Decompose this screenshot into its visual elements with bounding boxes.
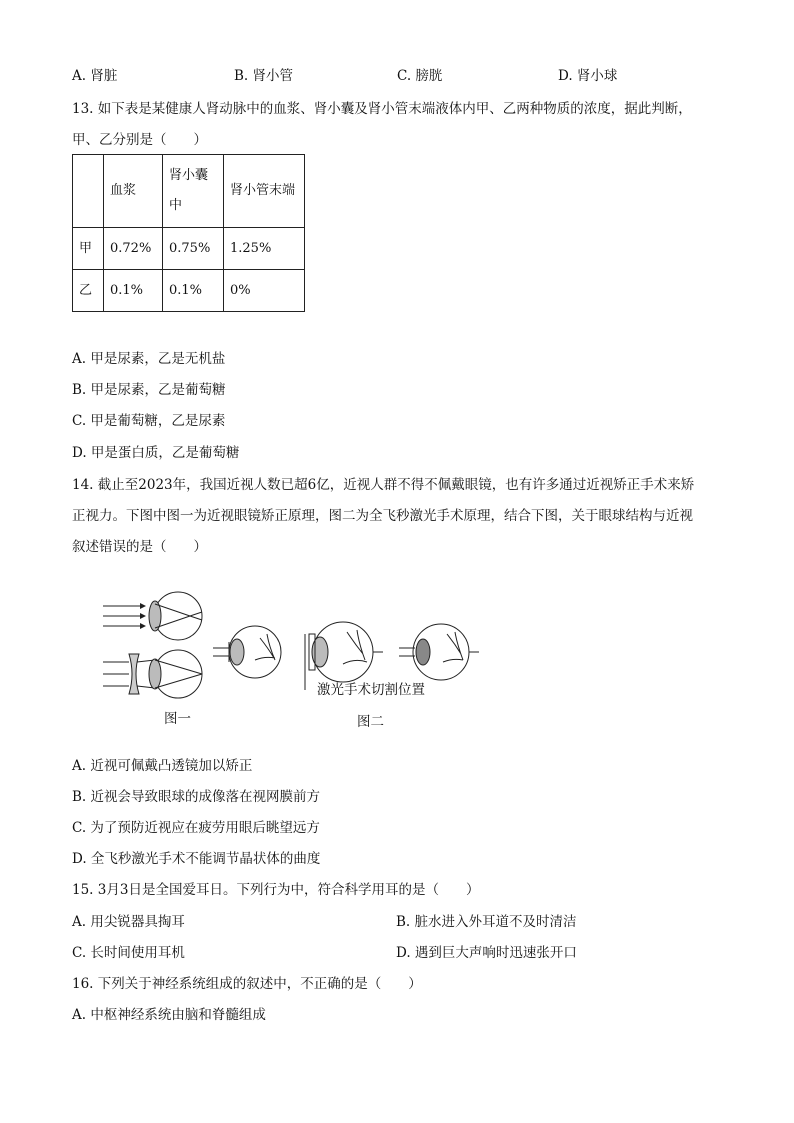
table-header-row [73,155,305,228]
table-row [73,270,305,312]
q15-stem: 15. 3月3日是全国爱耳日。下列行为中，符合科学用耳的是（ ） [72,882,480,898]
table-header-cell [73,155,104,228]
q12-option-c: C. 膀胱 [397,68,443,84]
table-cell: 0.72% [104,228,163,270]
laser-surgery-eye-1 [213,626,281,678]
q13-option-d: D. 甲是蛋白质，乙是葡萄糖 [72,445,240,461]
q14-option-c: C. 为了预防近视应在疲劳用眼后眺望远方 [72,820,320,836]
corrected-eye-illustration [103,650,202,698]
q16-stem: 16. 下列关于神经系统组成的叙述中，不正确的是（ ） [72,976,422,992]
laser-cut-position-label: 激光手术切割位置 [317,682,425,698]
q14-stem-line2: 正视力。下图中图一为近视眼镜矫正原理，图二为全飞秒激光手术原理，结合下图，关于眼球结构与近视 [72,508,693,524]
q14-stem-line3: 叙述错误的是（ ） [72,539,207,555]
table-header-cell: 肾小囊中 [163,155,224,228]
figure-one-label: 图一 [164,711,191,727]
table-header-cell: 肾小管末端 [224,155,305,228]
q14-option-d: D. 全飞秒激光手术不能调节晶状体的曲度 [72,851,321,867]
q15-option-b: B. 脏水进入外耳道不及时清洁 [396,914,577,930]
table-cell: 0.1% [163,270,224,312]
q15-option-d: D. 遇到巨大声响时迅速张开口 [396,945,577,961]
table-cell: 甲 [73,228,104,270]
eye-diagram-figure [95,590,495,730]
table-cell: 乙 [73,270,104,312]
table-cell: 1.25% [224,228,305,270]
laser-surgery-eye-3 [399,624,479,680]
q12-option-a: A. 肾脏 [72,68,118,84]
q13-stem-line2: 甲、乙分别是（ ） [72,132,207,148]
q14-option-a: A. 近视可佩戴凸透镜加以矫正 [72,758,253,774]
q13-option-a: A. 甲是尿素，乙是无机盐 [72,351,226,367]
q13-stem-line1: 13. 如下表是某健康人肾动脉中的血浆、肾小囊及肾小管末端液体内甲、乙两种物质的浓度，据此判断， [72,101,692,117]
q13-option-b: B. 甲是尿素，乙是葡萄糖 [72,382,226,398]
table-cell: 0.1% [104,270,163,312]
q14-stem-line1: 14. 截止至2023年，我国近视人数已超6亿，近视人群不得不佩戴眼镜，也有许多通过近视矫正手术来矫 [72,477,695,493]
q15-option-a: A. 用尖锐器具掏耳 [72,914,185,930]
q16-option-a: A. 中枢神经系统由脑和脊髓组成 [72,1007,266,1023]
concave-lens-icon [129,654,139,694]
table-row [73,228,305,270]
q12-option-b: B. 肾小管 [234,68,294,84]
figure-two-label: 图二 [357,714,384,730]
table-cell: 0.75% [163,228,224,270]
q12-option-d: D. 肾小球 [558,68,618,84]
q15-option-c: C. 长时间使用耳机 [72,945,185,961]
myopia-eye-illustration [103,592,202,640]
q14-option-b: B. 近视会导致眼球的成像落在视网膜前方 [72,789,321,805]
q13-concentration-table [72,154,305,312]
table-header-cell: 血浆 [104,155,163,228]
table-cell: 0% [224,270,305,312]
q13-option-c: C. 甲是葡萄糖，乙是尿素 [72,413,226,429]
